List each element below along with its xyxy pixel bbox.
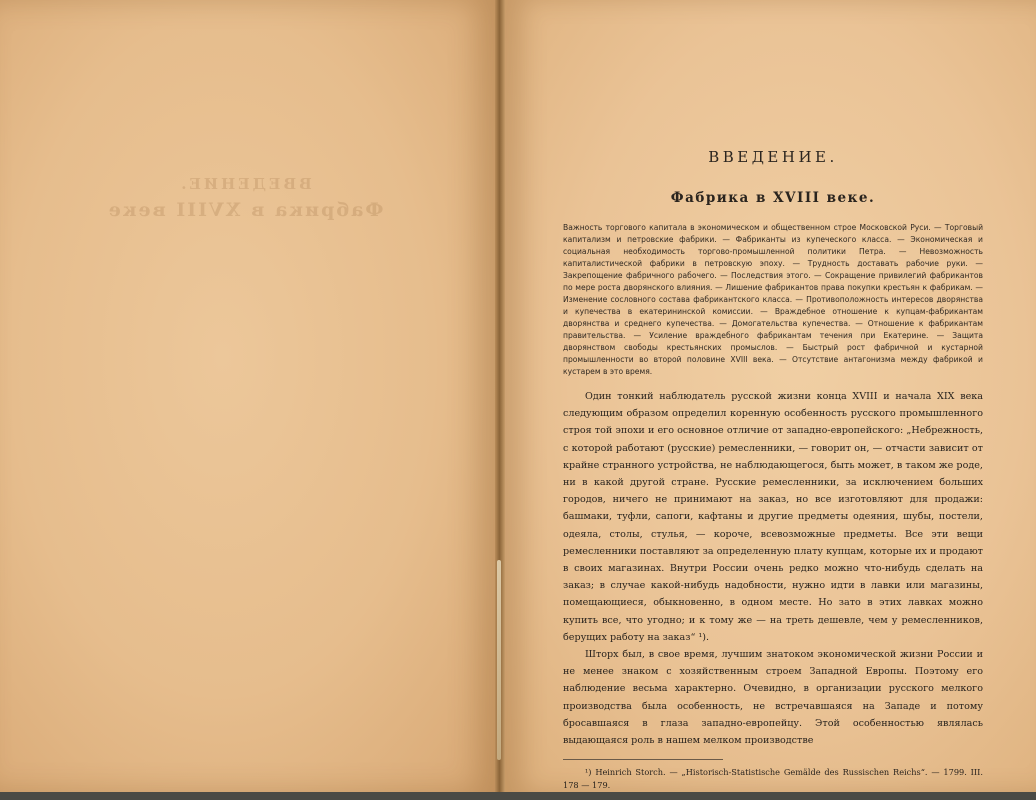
bleed-through-text: [80, 175, 410, 221]
footnote-rule: [563, 759, 723, 760]
bleed-through-subheading: Фабрика в XVIII веке: [106, 199, 384, 221]
page-content: [563, 148, 983, 792]
chapter-heading: ВВЕДЕНИЕ.: [708, 148, 838, 166]
table-surface: [0, 792, 1036, 800]
paragraph-2: Шторх был, в свое время, лучшим знатоком экономической жизни России и не менее знаком с хозяйственным строем Западной Европы. Поэтому его наблюдение весьма характерно. Очевидно, в организации русского мелкого производства была особенность, не встречавшаяся на Западе и потому бросавшаяся в глаза западно-европейцу. Этой особенностью являлась выдающаяся роль в нашем мелком производстве: [563, 649, 983, 747]
bleed-through-heading: ВВЕДЕНИЕ.: [178, 175, 312, 193]
chapter-abstract: Важность торгового капитала в экономическом и общественном строе Московской Руси. — Торговый капитализм и петровские фабрики. — Фабриканты из купеческого класса. — Экономическая и социальная необходимость торгово-промышленной политики Петра. — Невозможность капиталистической фабрики в петровскую эпоху. — Трудность доставать рабочие руки. — Закрепощение фабричного рабочего. — Последствия этого. — Сокращение привилегий фабрикантов по мере роста дворянского влияния. — Лишение фабрикантов права покупки крестьян к фабрикам. — Изменение сословного состава фабрикантского класса. — Противоположность интересов дворянства и купечества в екатерининской комиссии. — Враждебное отношение к купцам-фабрикантам дворянства и среднего купечества. — Домогательства купечества. — Отношение к фабрикантам правительства. — Усиление враждебного фабрикантам течения при Екатерине. — Защита дворянством свободы крестьянских промыслов. — Быстрый рост фабричной и кустарной промышленности во второй половине XVIII века. — Отсутствие антагонизма между фабрикой и кустарем в это время.: [563, 223, 983, 376]
binding-thread: [497, 560, 501, 760]
left-page: [0, 0, 495, 792]
book-gutter: [495, 0, 505, 792]
right-page: [505, 0, 1036, 792]
chapter-subheading: Фабрика в XVIII веке.: [670, 190, 876, 206]
footnote: ¹) Heinrich Storch. — „Historisch-Statistische Gemälde des Russischen Reichs“. — 1799. III. 178 — 179.: [563, 767, 983, 791]
body-text: [563, 388, 983, 749]
paragraph-1: Один тонкий наблюдатель русской жизни конца XVIII и начала XIX века следующим образом определил коренную особенность русского промышленного строя той эпохи и его основное отличие от западно-европейского: „Небрежность, с которой работают (русские) ремесленники, — говорит он, — отчасти зависит от крайне странного устройства, не наблюдающегося, быть может, в таком же роде, ни в какой другой стране. Русские ремесленники, за исключением больших городов, ничего не принимают на заказ, но все изготовляют для продажи: башмаки, туфли, сапоги, кафтаны и другие предметы одеяния, шубы, постели, одеяла, столы, стулья, — короче, всевозможные предметы. Все эти вещи ремесленники поставляют за определенную плату купцам, которые их и продают в своих магазинах. Внутри России очень редко можно что-нибудь сделать на заказ; в случае какой-нибудь надобности, нужно идти в лавки или магазины, помещающиеся, обыкновенно, в одном месте. Но зато в этих лавках можно купить все, что угодно; и к тому же — на треть дешевле, чем у ремесленников, берущих работу на заказ“ ¹).: [563, 391, 983, 643]
